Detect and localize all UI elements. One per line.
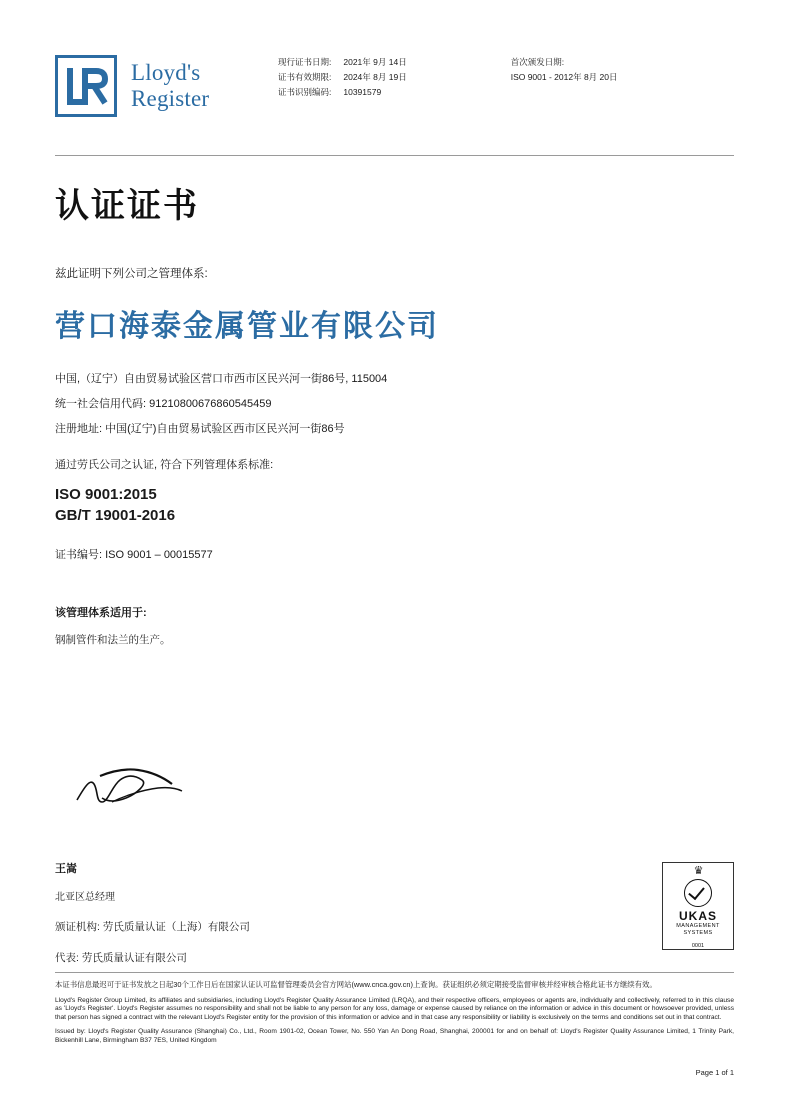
label-identity-code: 证书识别编码: (278, 87, 332, 97)
ukas-sub-line1: MANAGEMENT (676, 923, 720, 929)
company-name: 营口海泰金属管业有限公司 (55, 310, 439, 343)
standard-gbt19001: GB/T 19001-2016 (55, 507, 176, 524)
standard-iso9001: ISO 9001:2015 (55, 486, 157, 503)
label-original-issue: 首次颁发日期: (510, 57, 565, 67)
lead-statement: 兹此证明下列公司之管理体系: (55, 268, 208, 280)
ukas-label: UKAS (678, 909, 717, 923)
value-identity-code: 10391579 (343, 87, 382, 97)
label-current-date: 现行证书日期: (278, 57, 332, 67)
scope-text: 钢制管件和法兰的生产。 (55, 634, 171, 646)
signatory-role: 北亚区总经理 (55, 892, 115, 903)
credit-code: 统一社会信用代码: 91210800676860545459 (55, 398, 272, 410)
certificate-body (55, 265, 734, 647)
ukas-accreditation-mark (662, 862, 734, 950)
footer-legal-text (55, 980, 734, 1051)
value-expiry-date: 2024年 8月 19日 (343, 72, 407, 82)
issuing-body: 颁证机构: 劳氏质量认证（上海）有限公司 (55, 921, 250, 933)
meta-labels-original (511, 55, 618, 100)
handwritten-signature-icon (72, 758, 192, 818)
standards-intro: 通过劳氏公司之认证, 符合下列管理体系标准: (55, 459, 274, 471)
meta-values-dates (343, 55, 406, 100)
certificate-meta (278, 55, 630, 100)
meta-column-dates (278, 55, 407, 100)
signatory-name: 王嵩 (55, 863, 77, 875)
footer-divider (55, 972, 734, 973)
crown-icon: ♛ (693, 865, 703, 877)
scope-title: 该管理体系适用于: (55, 607, 147, 619)
footer-paragraph-1: Lloyd's Register Group Limited, its affiliates and subsidiaries, including Lloyd's Register Quality Assurance Limited (LRQA), and their respective officers, employees or agents are, individually and collectively, referred to in this clause as 'Lloyd's Register'. Lloyd's Register assumes no responsibility and shall not be liable to any person for any loss, damage or expense caused by reliance on the information or advice in this document or howsoever provided, unless that person has signed a contract with the relevant Lloyd's Register entity for the provision of this information or advice and in that case any responsibility or liability is exclusively on the terms and conditions set out in that contract. (55, 996, 734, 1021)
document-header (0, 55, 789, 150)
meta-column-original-issue (511, 55, 630, 100)
ukas-number: 0001 (691, 943, 705, 949)
value-current-date: 2021年 9月 14日 (343, 57, 407, 67)
label-expiry-date: 证书有效期限: (278, 72, 332, 82)
checkmark-icon (684, 879, 712, 907)
registered-address: 注册地址: 中国(辽宁)自由贸易试验区西市区民兴河一街86号 (55, 423, 345, 435)
logo-text-line1: Lloyd's (131, 60, 201, 85)
meta-labels-dates (278, 55, 331, 100)
lloyds-register-wordmark (131, 60, 209, 112)
page-title: 认证证书 (55, 187, 199, 225)
footer-paragraph-2: Issued by: Lloyd's Register Quality Assurance (Shanghai) Co., Ltd., Room 1901-02, Ocean Tower, No. 550 Yan An Dong Road, Shanghai, 200001 for and on behalf of: Lloyd's Register Quality Assurance Limited, 1 Trinity Park, Bickenhill Lane, Birmingham B37 7ES, United Kingdom (55, 1028, 734, 1044)
ukas-sub-line2: SYSTEMS (683, 930, 713, 936)
page-number: Page 1 of 1 (695, 1068, 734, 1077)
certificate-number: 证书编号: ISO 9001 – 00015577 (55, 549, 213, 561)
logo-text-line2: Register (131, 86, 210, 111)
lr-monogram-icon (55, 55, 117, 117)
lloyds-register-logo (55, 55, 209, 117)
signatory-block (55, 860, 250, 965)
company-address: 中国,（辽宁）自由贸易试验区营口市西市区民兴河一街86号, 115004 (55, 373, 388, 385)
representative: 代表: 劳氏质量认证有限公司 (55, 952, 187, 964)
value-original-issue: ISO 9001 - 2012年 8月 20日 (510, 72, 618, 82)
footer-chinese-note: 本证书信息最迟可于证书发放之日起30个工作日后在国家认证认可监督管理委员会官方网站(www.cnca.gov.cn)上查询。获证组织必须定期接受监督审核并经审核合格此证书方继续有效。 (55, 980, 657, 989)
header-divider (55, 155, 734, 156)
